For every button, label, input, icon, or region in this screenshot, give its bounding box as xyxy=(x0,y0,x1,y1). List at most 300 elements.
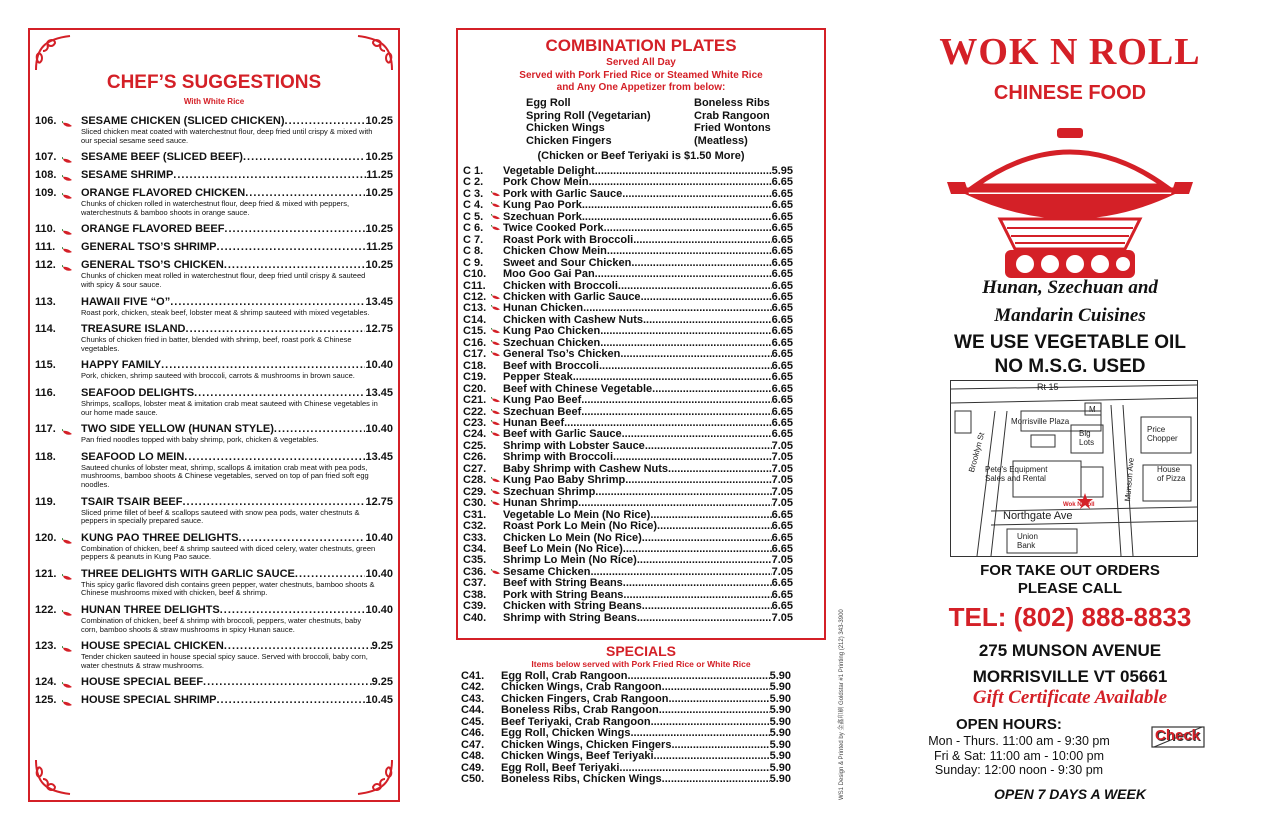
item-price: 11.25 xyxy=(366,169,393,182)
item-name: Pork with String Beans xyxy=(503,588,624,601)
item-code: C45. xyxy=(461,715,485,728)
spicy-marker xyxy=(62,224,74,232)
specials-title: SPECIALS xyxy=(605,643,676,659)
chef-item xyxy=(35,258,393,289)
dot-leader xyxy=(581,407,771,418)
item-code: C40. xyxy=(463,611,487,624)
hot-spicy-icon xyxy=(62,610,74,618)
item-line xyxy=(81,386,393,400)
item-code: C31. xyxy=(463,508,487,521)
ornament-icon xyxy=(355,757,395,797)
plate-row xyxy=(463,269,793,280)
plate-row xyxy=(463,246,793,257)
item-code: C33. xyxy=(463,531,487,544)
spicy-slot xyxy=(491,177,503,188)
spicy-slot xyxy=(491,475,503,486)
item-name: Roast Pork Lo Mein (No Rice) xyxy=(503,520,658,533)
item-name: Chicken Chow Mein xyxy=(503,245,607,258)
item-price: 9.25 xyxy=(371,640,393,653)
hot-spicy-icon xyxy=(62,646,74,654)
spicy-slot xyxy=(491,429,503,440)
dot-leader xyxy=(652,384,771,395)
item-price: 5.90 xyxy=(769,704,791,717)
item-price: 5.90 xyxy=(769,681,791,694)
section-subtitle: With White Rice xyxy=(183,97,245,106)
dot-leader xyxy=(641,292,772,303)
item-code: C26. xyxy=(463,451,487,464)
item-number: 115. xyxy=(35,359,56,372)
dot-leader xyxy=(186,322,366,336)
dot-leader xyxy=(285,114,366,128)
item-name: HOUSE SPECIAL BEEF xyxy=(81,676,204,689)
item-name: Hunan Beef xyxy=(503,416,565,429)
item-number: 121. xyxy=(35,567,57,580)
item-price: 5.90 xyxy=(769,727,791,740)
hot-spicy-icon xyxy=(62,121,74,129)
item-number: 108. xyxy=(35,169,57,182)
item-price: 6.65 xyxy=(771,245,793,258)
dot-leader xyxy=(170,295,365,309)
item-code: C13. xyxy=(463,302,487,315)
item-number: 114. xyxy=(35,323,56,336)
item-name: TSAIR TSAIR BEEF xyxy=(81,495,183,508)
spicy-slot xyxy=(491,590,503,601)
item-line xyxy=(81,114,393,128)
chef-item xyxy=(35,639,393,670)
spicy-slot xyxy=(491,521,503,532)
dot-leader xyxy=(620,349,771,360)
hot-spicy-icon xyxy=(491,420,502,427)
phone-number: TEL: (802) 888-8833 xyxy=(948,602,1192,632)
spicy-marker xyxy=(62,641,74,649)
wok-logo-icon xyxy=(945,124,1195,294)
item-price: 6.65 xyxy=(771,199,793,212)
dot-leader xyxy=(245,186,365,200)
dot-leader xyxy=(224,639,372,653)
item-price: 6.65 xyxy=(771,325,793,338)
item-price: 13.45 xyxy=(365,450,393,463)
item-description: Sliced chicken meat coated with waterchestnut flour, deep fried until crispy & mixed with our special sesame seed sauce. xyxy=(81,127,373,145)
dot-leader xyxy=(243,150,366,164)
appetizer-list-left xyxy=(526,97,651,147)
plate-row xyxy=(461,728,791,739)
item-code: C16. xyxy=(463,336,487,349)
item-price: 13.45 xyxy=(365,386,393,399)
dot-leader xyxy=(651,717,770,728)
chef-item xyxy=(35,567,393,598)
item-name: Egg Roll, Beef Teriyaki xyxy=(501,761,620,774)
item-name: Chicken Wings, Crab Rangoon xyxy=(501,681,662,694)
dot-leader xyxy=(599,361,772,372)
spicy-slot xyxy=(491,349,503,360)
item-name: Hunan Shrimp xyxy=(503,497,579,510)
item-price: 6.65 xyxy=(771,531,793,544)
spicy-marker xyxy=(62,188,74,196)
item-name: Baby Shrimp with Cashew Nuts xyxy=(503,462,669,475)
appetizer-item: Fried Wontons xyxy=(694,122,771,135)
hot-spicy-icon xyxy=(491,409,502,416)
item-code: C29. xyxy=(463,485,487,498)
hot-spicy-icon xyxy=(491,191,502,198)
item-price: 10.25 xyxy=(365,115,393,127)
item-price: 5.95 xyxy=(771,165,793,177)
item-code: C 9. xyxy=(463,256,484,269)
item-code: C32. xyxy=(463,520,487,533)
item-name: Roast Pork with Broccoli xyxy=(503,233,634,246)
chef-item xyxy=(35,358,393,381)
dot-leader xyxy=(671,740,769,751)
dot-leader xyxy=(637,555,772,566)
item-price: 6.65 xyxy=(771,405,793,418)
hot-spicy-icon xyxy=(62,429,74,437)
item-code: C44. xyxy=(461,704,485,717)
item-number: 118. xyxy=(35,450,56,463)
spicy-slot xyxy=(491,372,503,383)
dot-leader xyxy=(631,258,771,269)
dot-leader xyxy=(182,495,365,509)
hot-spicy-icon xyxy=(62,157,74,165)
item-code: C17. xyxy=(463,348,487,361)
spicy-slot xyxy=(491,326,503,337)
hot-spicy-icon xyxy=(491,305,502,312)
map-label-munson: Munson Ave xyxy=(1123,457,1136,502)
item-price: 12.75 xyxy=(365,323,393,336)
item-number: 106. xyxy=(35,115,57,127)
item-name: TWO SIDE YELLOW (HUNAN STYLE) xyxy=(81,423,274,436)
item-price: 6.65 xyxy=(771,416,793,429)
spicy-slot xyxy=(491,223,503,234)
item-code: C 4. xyxy=(463,199,484,212)
dot-leader xyxy=(220,603,366,617)
item-price: 6.65 xyxy=(771,176,793,189)
dot-leader xyxy=(604,223,772,234)
chef-item xyxy=(35,603,393,634)
item-price: 10.25 xyxy=(365,223,393,236)
spicy-marker xyxy=(62,569,74,577)
item-price: 6.65 xyxy=(771,371,793,384)
item-name: Chicken with String Beans xyxy=(503,600,642,613)
section-title: COMBINATION PLATES xyxy=(545,36,737,55)
chef-item xyxy=(35,240,393,254)
item-name: HOUSE SPECIAL SHRIMP xyxy=(81,694,217,707)
map-label-m: M xyxy=(1089,405,1096,414)
item-number: 111. xyxy=(35,241,56,254)
hot-spicy-icon xyxy=(62,700,74,708)
hot-spicy-icon xyxy=(491,294,502,301)
item-description: Sliced prime fillet of beef & scallops sauteed with snow pea pods, water chestnuts & peppers in specially prepared sauce. xyxy=(81,507,360,526)
dot-leader xyxy=(642,601,772,612)
item-description: Chunks of chicken rolled in waterchestnut flour, deep fried & mixed with peppers, waterchestnuts & bamboo shoots in orange sauce. xyxy=(81,199,350,217)
item-price: 10.40 xyxy=(365,423,393,436)
dot-leader xyxy=(238,531,365,545)
hot-spicy-icon xyxy=(491,214,502,221)
item-name: Chicken Wings, Chicken Fingers xyxy=(501,738,672,751)
item-name: Beef Teriyaki, Crab Rangoon xyxy=(501,715,651,728)
chefs-suggestions-panel xyxy=(28,28,400,802)
spicy-slot xyxy=(491,487,503,498)
item-line xyxy=(81,675,393,689)
spicy-marker xyxy=(62,152,74,160)
item-name: HAWAII FIVE “O” xyxy=(81,295,171,308)
item-code: C23. xyxy=(463,416,487,429)
hot-spicy-icon xyxy=(62,538,74,546)
item-price: 7.05 xyxy=(771,439,793,452)
item-name: Beef Lo Mein (No Rice) xyxy=(503,542,623,555)
dot-leader xyxy=(595,166,772,177)
ornament-icon xyxy=(33,757,73,797)
item-price: 10.40 xyxy=(365,359,393,372)
item-number: 112. xyxy=(35,259,56,272)
chef-item xyxy=(35,531,393,562)
appetizer-item: Crab Rangoon xyxy=(694,109,770,122)
item-price: 9.25 xyxy=(371,676,393,689)
hot-spicy-icon xyxy=(491,500,502,507)
dot-leader xyxy=(581,395,771,406)
cuisines-text: Hunan, Szechuan and Mandarin Cuisines xyxy=(982,277,1158,326)
item-name: Egg Roll, Crab Rangoon xyxy=(501,670,628,682)
item-price: 10.25 xyxy=(365,187,393,200)
item-name: Shrimp with Broccoli xyxy=(503,451,614,464)
spicy-slot xyxy=(491,395,503,406)
item-name: Kung Pao Baby Shrimp xyxy=(503,474,626,487)
dot-leader xyxy=(662,774,770,785)
item-price: 7.05 xyxy=(771,565,793,578)
item-price: 6.65 xyxy=(771,428,793,441)
item-name: Shrimp Lo Mein (No Rice) xyxy=(503,554,637,567)
map-label-plaza: Morrisville Plaza xyxy=(1011,417,1070,426)
item-price: 6.65 xyxy=(771,359,793,372)
item-number: 107. xyxy=(35,151,57,164)
plate-row xyxy=(463,613,793,624)
item-price: 6.65 xyxy=(771,520,793,533)
spicy-slot xyxy=(491,544,503,555)
hot-spicy-icon xyxy=(62,247,74,255)
dot-leader xyxy=(659,705,770,716)
item-code: C 5. xyxy=(463,210,484,223)
item-line xyxy=(81,603,393,617)
hot-spicy-icon xyxy=(62,265,74,273)
item-code: C21. xyxy=(463,394,487,407)
appetizer-list-right xyxy=(694,97,771,147)
plate-row xyxy=(463,498,793,509)
plate-row xyxy=(461,774,791,785)
item-description: This spicy garlic flavored dish contains green pepper, water chestnuts, bamboo shoots & Chinese mushrooms mixed with chicken, beef & shrimp. xyxy=(81,579,375,598)
dot-leader xyxy=(224,222,365,236)
map-label-brooklyn: Brooklyn St xyxy=(967,431,987,474)
item-price: 6.65 xyxy=(771,577,793,590)
map-label-petes: Pete's Equipment Sales and Rental xyxy=(985,465,1048,483)
check-accepted-badge xyxy=(1150,724,1206,750)
spicy-marker xyxy=(62,116,74,124)
map-label-price-chopper: Price Chopper xyxy=(1147,425,1178,443)
item-description: Pork, chicken, shrimp sauteed with broccoli, carrots & mushrooms in brown sauce. xyxy=(81,371,355,381)
item-name: Vegetable Lo Mein (No Rice) xyxy=(503,508,651,521)
specials-list xyxy=(461,671,791,786)
item-price: 10.25 xyxy=(365,259,393,272)
item-code: C14. xyxy=(463,313,487,326)
item-number: 113. xyxy=(35,295,56,308)
item-price: 11.25 xyxy=(366,241,393,254)
spicy-slot xyxy=(489,694,501,705)
dot-leader xyxy=(573,372,772,383)
item-price: 5.90 xyxy=(769,773,791,786)
item-number: 125. xyxy=(35,694,57,707)
item-price: 5.90 xyxy=(769,738,791,751)
item-name: Vegetable Delight xyxy=(503,165,595,177)
item-price: 6.65 xyxy=(771,542,793,555)
spicy-marker xyxy=(62,424,74,432)
item-line xyxy=(81,322,393,336)
item-price: 6.65 xyxy=(771,588,793,601)
specials-subtitle: Items below served with Pork Fried Rice or White Rice xyxy=(531,659,751,669)
chef-item xyxy=(35,422,393,445)
dot-leader xyxy=(582,200,772,211)
spicy-marker xyxy=(62,260,74,268)
item-price: 7.05 xyxy=(771,451,793,464)
dot-leader xyxy=(657,521,772,532)
item-price: 12.75 xyxy=(365,495,393,508)
item-code: C22. xyxy=(463,405,487,418)
spicy-slot xyxy=(491,315,503,326)
item-name: Moo Goo Gai Pan xyxy=(503,268,595,281)
item-code: C28. xyxy=(463,474,487,487)
item-description: Sauteed chunks of lobster meat, shrimp, scallops & imitation crab meat with pea pods, mushrooms, bamboo shoots & Chinese vegetables, served on top of pan fried soft egg noodles. xyxy=(81,462,369,489)
item-price: 6.65 xyxy=(771,222,793,235)
item-code: C35. xyxy=(463,554,487,567)
item-code: C37. xyxy=(463,577,487,590)
spicy-slot xyxy=(491,533,503,544)
appetizer-item: Spring Roll (Vegetarian) xyxy=(526,109,651,122)
hot-spicy-icon xyxy=(491,351,502,358)
open-seven-days: OPEN 7 DAYS A WEEK xyxy=(994,786,1146,802)
item-name: Kung Pao Chicken xyxy=(503,325,601,338)
item-price: 6.65 xyxy=(771,302,793,315)
dot-leader xyxy=(618,281,772,292)
dot-leader xyxy=(645,441,772,452)
map-label-big-lots: Big Lots xyxy=(1079,429,1095,447)
spicy-slot xyxy=(491,464,503,475)
ornament-icon xyxy=(33,33,73,73)
spicy-slot xyxy=(491,292,503,303)
item-price: 13.45 xyxy=(365,295,393,308)
spicy-marker xyxy=(62,533,74,541)
item-number: 124. xyxy=(35,676,57,689)
item-line xyxy=(81,168,393,182)
printer-credit: WS1 Design & Printed by 金鑫印刷 Goldstar #1 Printing (212) 343-3900 xyxy=(839,609,845,800)
spicy-slot xyxy=(491,578,503,589)
item-name: Chicken with Broccoli xyxy=(503,279,618,292)
item-price: 7.05 xyxy=(771,497,793,510)
chef-menu-list xyxy=(35,114,393,711)
item-number: 109. xyxy=(35,187,57,200)
spicy-slot xyxy=(491,235,503,246)
item-name: ORANGE FLAVORED CHICKEN xyxy=(81,187,246,200)
hot-spicy-icon xyxy=(491,489,502,496)
item-price: 6.65 xyxy=(771,600,793,613)
item-line xyxy=(81,186,393,200)
item-price: 6.65 xyxy=(771,313,793,326)
combination-list xyxy=(463,166,793,624)
item-price: 7.05 xyxy=(771,485,793,498)
chef-item xyxy=(35,295,393,318)
hot-spicy-icon xyxy=(491,340,502,347)
section-title: CHEF’S SUGGESTIONS xyxy=(106,72,322,93)
item-code: C20. xyxy=(463,382,487,395)
item-description: Combination of chicken, beef & shrimp sauteed with diced celery, water chestnuts, green peppers & peanuts in Kung Pao sauce. xyxy=(81,543,376,562)
map-label-northgate: Northgate Ave xyxy=(1003,510,1073,522)
item-line xyxy=(81,567,393,581)
item-name: Sesame Chicken xyxy=(503,565,591,578)
plate-row xyxy=(463,372,793,383)
spicy-marker xyxy=(62,695,74,703)
item-code: C46. xyxy=(461,727,485,740)
item-description: Chunks of chicken fried in batter, blended with shrimp, beef, roast pork & Chinese vegetables. xyxy=(81,335,352,353)
dot-leader xyxy=(668,694,769,705)
item-price: 7.05 xyxy=(771,554,793,567)
hot-spicy-icon xyxy=(491,477,502,484)
hours-list: Mon - Thurs. 11:00 am - 9:30 pm Fri & Sat: 11:00 am - 10:00 pm Sunday: 12:00 noon - 9:30 pm xyxy=(928,734,1110,777)
spicy-marker xyxy=(62,242,74,250)
spicy-slot xyxy=(491,269,503,280)
item-price: 6.65 xyxy=(771,290,793,303)
item-name: Chicken Fingers, Crab Rangoon xyxy=(501,692,669,705)
spicy-slot xyxy=(491,212,503,223)
item-price: 7.05 xyxy=(771,611,793,624)
item-code: C 1. xyxy=(463,165,484,177)
item-name: Shrimp with Lobster Sauce xyxy=(503,439,645,452)
hot-spicy-icon xyxy=(491,569,502,576)
dot-leader xyxy=(582,212,772,223)
spicy-slot xyxy=(491,189,503,200)
spicy-slot xyxy=(491,567,503,578)
item-code: C25. xyxy=(463,439,487,452)
spicy-slot xyxy=(491,452,503,463)
spicy-slot xyxy=(491,384,503,395)
item-price: 6.65 xyxy=(771,187,793,200)
item-code: C36. xyxy=(463,565,487,578)
item-name: Pork Chow Mein xyxy=(503,176,589,189)
item-name: ORANGE FLAVORED BEEF xyxy=(81,223,225,236)
item-code: C27. xyxy=(463,462,487,475)
item-line xyxy=(81,150,393,164)
item-price: 7.05 xyxy=(771,474,793,487)
vegetable-oil-note: WE USE VEGETABLE OIL NO M.S.G. USED xyxy=(954,332,1186,377)
item-price: 6.65 xyxy=(771,348,793,361)
gift-certificate-note: Gift Certificate Available xyxy=(972,687,1168,708)
map-label-union-bank: Union Bank xyxy=(1017,532,1038,550)
item-name: THREE DELIGHTS WITH GARLIC SAUCE xyxy=(81,567,295,580)
hot-spicy-icon xyxy=(491,397,502,404)
spicy-slot xyxy=(491,338,503,349)
plate-row xyxy=(463,601,793,612)
item-name: Shrimp with String Beans xyxy=(503,611,637,624)
chef-item xyxy=(35,495,393,526)
item-price: 6.65 xyxy=(771,336,793,349)
dot-leader xyxy=(623,544,772,555)
item-code: C41. xyxy=(461,670,485,682)
restaurant-name: WOK N ROLL xyxy=(939,31,1201,73)
dot-leader xyxy=(633,235,771,246)
item-number: 110. xyxy=(35,223,56,236)
item-code: C15. xyxy=(463,325,487,338)
item-price: 5.90 xyxy=(769,692,791,705)
chef-item xyxy=(35,322,393,353)
item-line xyxy=(81,358,393,372)
item-name: TREASURE ISLAND xyxy=(81,323,186,336)
item-code: C43. xyxy=(461,692,485,705)
item-name: Pepper Steak xyxy=(503,371,573,384)
item-code: C10. xyxy=(463,268,487,281)
